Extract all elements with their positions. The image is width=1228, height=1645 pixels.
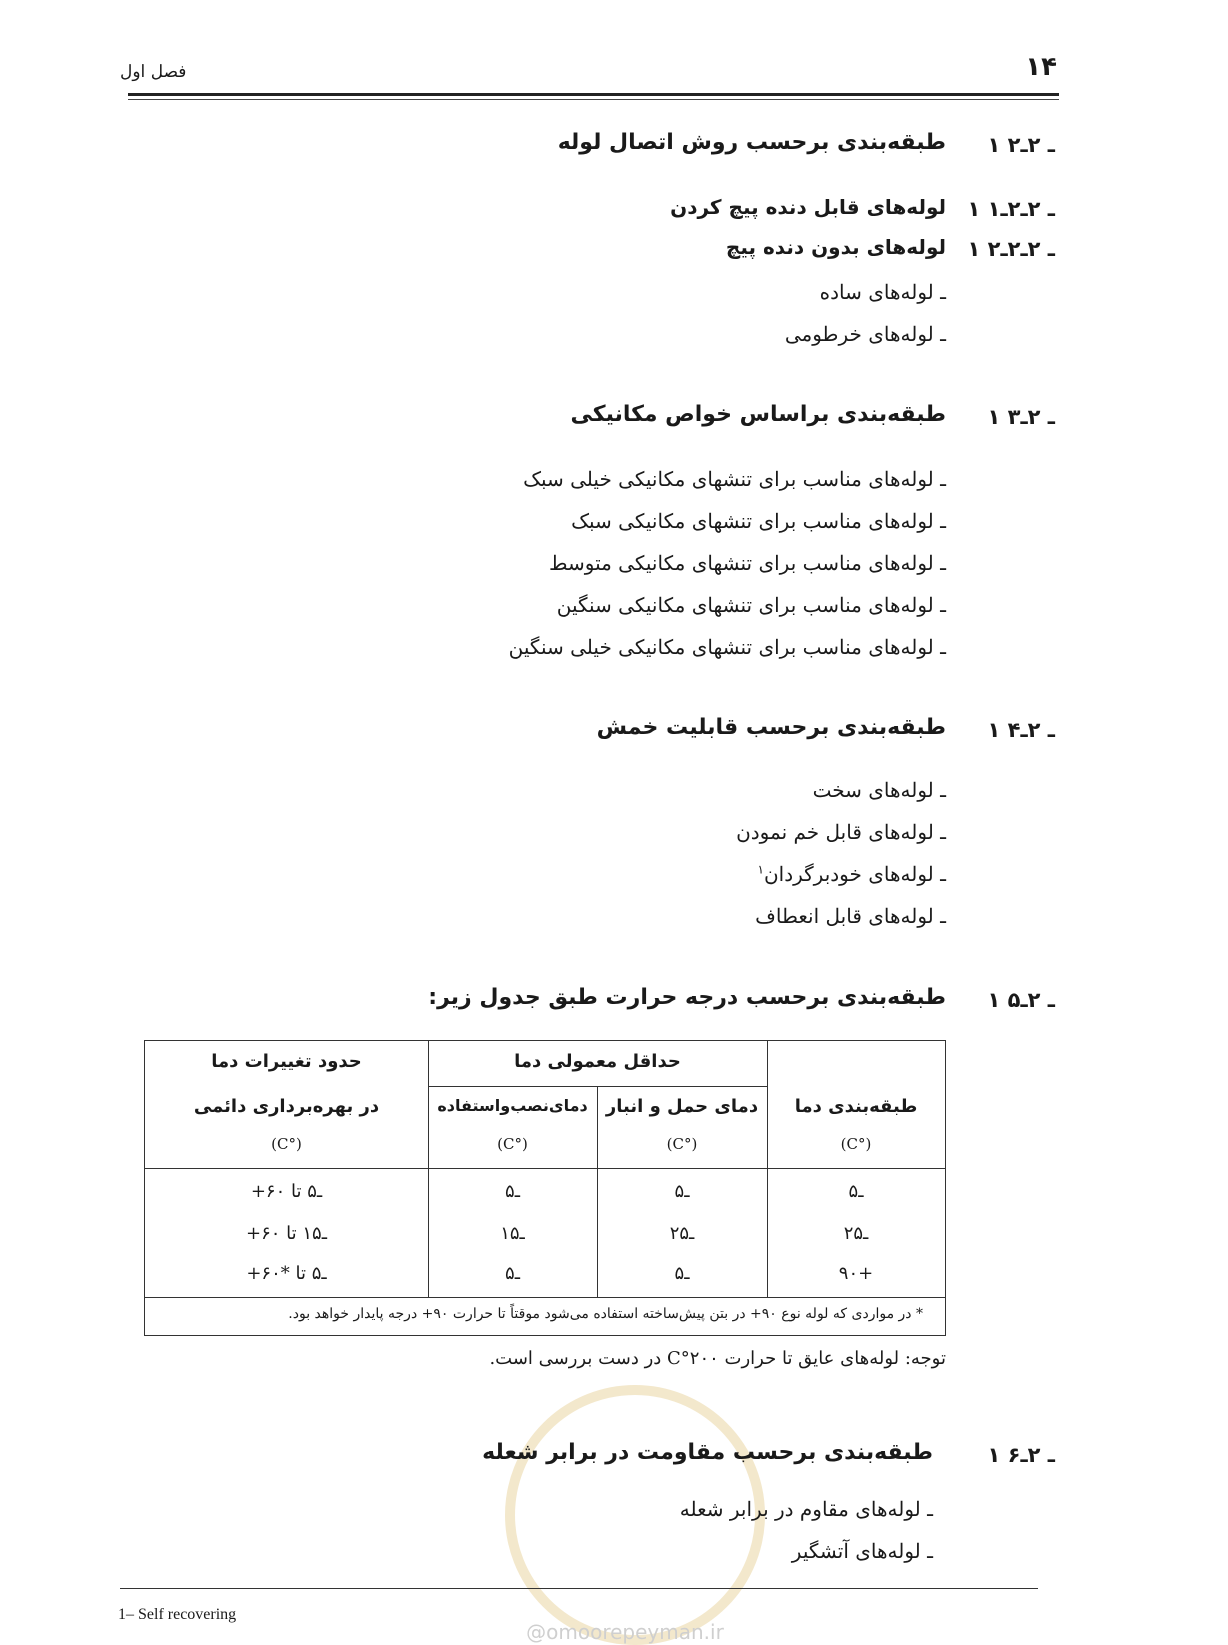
table-cell: ـ۵ تا *۶۰+ (246, 1263, 327, 1284)
list-item: ـ لوله‌های قابل خم نمودن (736, 820, 946, 844)
list-item-text: ـ لوله‌های خودبرگردان (763, 862, 946, 886)
footnote: 1– Self recovering (118, 1606, 237, 1623)
table-cell: ـ۲۵ (669, 1223, 695, 1244)
table-unit: (C°) (666, 1135, 698, 1153)
table-header: در بهره‌برداری دائمی (193, 1096, 380, 1117)
list-item: ـ لوله‌های سخت (812, 778, 946, 802)
list-item: ـ لوله‌های قابل انعطاف (755, 904, 946, 928)
table-caption-note: توجه: لوله‌های عایق تا حرارت ۲۰۰°C در دست بررسی است. (489, 1348, 946, 1369)
section-number: ۱ ـ ۲ـ۵ (987, 988, 1055, 1012)
table-unit: (C°) (271, 1135, 302, 1153)
table-header: حدود تغییرات دما (211, 1051, 362, 1072)
section-title: طبقه‌بندی برحسب روش اتصال لوله (557, 130, 946, 155)
section-number: ۱ ـ ۲ـ۴ (987, 718, 1055, 742)
list-item: ـ لوله‌های آتشگیر (791, 1539, 933, 1563)
section-title: طبقه‌بندی برحسب مقاومت در برابر شعله (482, 1440, 933, 1465)
table-cell: ـ۵ (848, 1181, 864, 1202)
footnote-rule (120, 1588, 1038, 1589)
temperature-table (144, 1040, 946, 1336)
table-cell: ـ۲۵ (843, 1223, 869, 1244)
watermark-url: @omoorepeyman.ir (526, 1620, 724, 1644)
header-rule-thin (128, 99, 1059, 100)
table-cell: ۹۰+ (838, 1263, 874, 1284)
section-number: ۱ ـ ۲ـ۲ (987, 133, 1055, 157)
table-header: حداقل معمولی دما (514, 1051, 681, 1072)
table-cell: ـ۱۵ تا ۶۰+ (246, 1223, 327, 1244)
table-cell: ـ۵ (674, 1181, 690, 1202)
list-item: ـ لوله‌های مناسب برای تنشهای مکانیکی خیلی سبک (523, 467, 946, 491)
list-item: ـ لوله‌های مناسب برای تنشهای مکانیکی سبک (571, 509, 946, 533)
table-cell: ـ۵ (674, 1263, 690, 1284)
footnote-mark: ۱ (757, 862, 764, 877)
list-item: ـ لوله‌های مناسب برای تنشهای مکانیکی خیلی سنگین (508, 635, 946, 659)
section-title: لوله‌های بدون دنده پیچ (725, 235, 946, 259)
section-title: طبقه‌بندی برحسب درجه حرارت طبق جدول زیر: (428, 985, 946, 1010)
table-header: دمای حمل و انبار (605, 1096, 759, 1117)
table-cell: ـ۵ (505, 1263, 520, 1284)
list-item (758, 862, 946, 886)
table-unit: (C°) (497, 1135, 528, 1153)
section-number: ۱ ـ ۲ـ۳ (987, 405, 1055, 429)
table-unit: (C°) (840, 1135, 872, 1153)
list-item: ـ لوله‌های مناسب برای تنشهای مکانیکی سنگین (556, 593, 946, 617)
table-divider (767, 1041, 768, 1297)
list-item: ـ لوله‌های مناسب برای تنشهای مکانیکی متوسط (549, 551, 946, 575)
header-rule (128, 93, 1059, 96)
list-item: ـ لوله‌های خرطومی (784, 322, 946, 346)
table-header: طبقه‌بندی دما (794, 1096, 918, 1117)
table-divider (428, 1086, 767, 1087)
section-title: لوله‌های قابل دنده پیچ کردن (670, 195, 946, 219)
table-divider (145, 1297, 945, 1298)
chapter-label: فصل اول (120, 62, 187, 82)
page-number: ۱۴ (1025, 52, 1057, 82)
section-number: ۱ ـ ۲ـ۶ (987, 1443, 1055, 1467)
section-number: ۱ ـ ۲ـ۲ـ۲ (967, 237, 1055, 261)
list-item: ـ لوله‌های مقاوم در برابر شعله (679, 1497, 933, 1521)
table-header: دمای‌نصب‌واستفاده (437, 1096, 588, 1115)
section-title: طبقه‌بندی براساس خواص مکانیکی (570, 402, 946, 427)
section-number: ۱ ـ ۲ـ۲ـ۱ (967, 197, 1055, 221)
table-cell: ـ۵ (505, 1181, 520, 1202)
table-divider (145, 1168, 945, 1169)
table-cell: ـ۵ تا ۶۰+ (250, 1181, 323, 1202)
table-divider (428, 1041, 429, 1297)
table-note: * در مواردی که لوله نوع ۹۰+ در بتن پیش‌ساخته استفاده می‌شود موقتاً تا حرارت ۹۰+ درجه پایدار خواهد بود. (288, 1306, 923, 1322)
list-item: ـ لوله‌های ساده (819, 280, 946, 304)
section-title: طبقه‌بندی برحسب قابلیت خمش (596, 715, 946, 740)
table-cell: ـ۱۵ (500, 1223, 525, 1244)
